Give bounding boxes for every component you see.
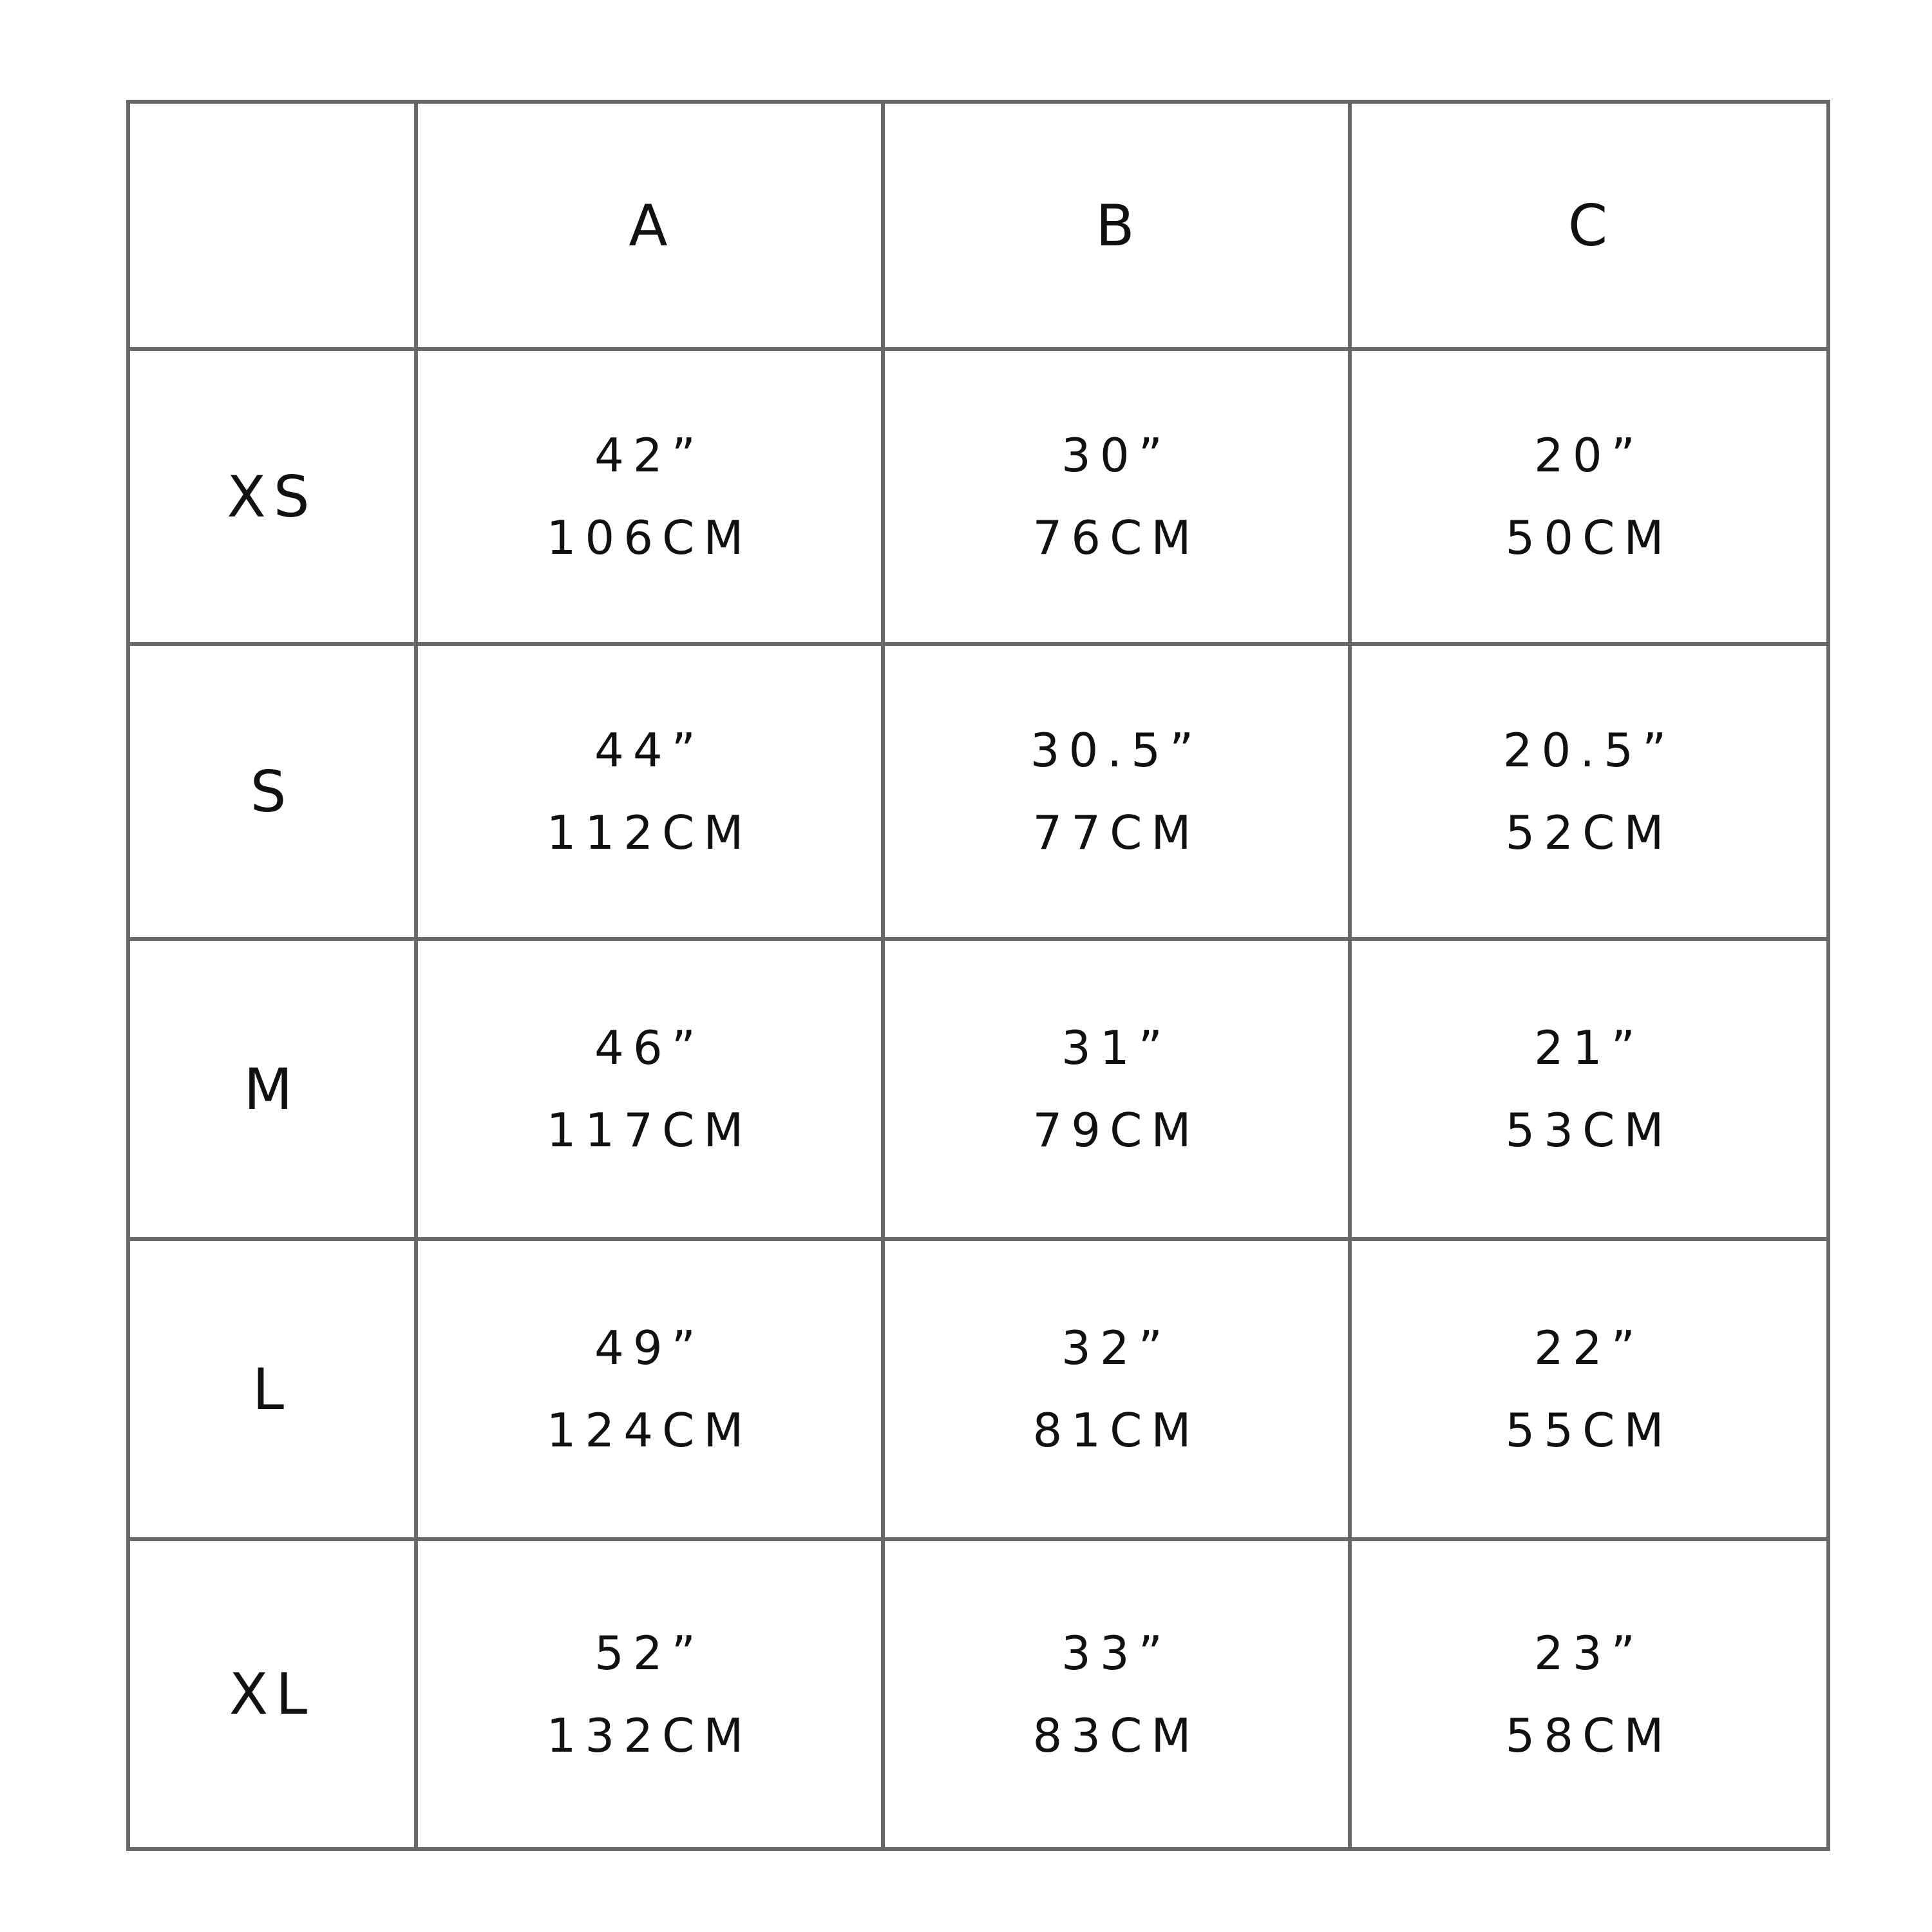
cm-value: 76CM [1032, 511, 1200, 565]
cm-value: 79CM [1032, 1103, 1200, 1157]
cm-value: 53CM [1505, 1103, 1673, 1157]
cm-value: 117CM [546, 1103, 753, 1157]
measurement-cell-l-b [883, 1239, 1350, 1539]
table-row-xl [128, 1539, 1828, 1849]
measurement-cell-m-b [883, 939, 1350, 1239]
column-header-c: C [1350, 102, 1828, 349]
column-header-a: A [416, 102, 883, 349]
inches-value: 30” [1061, 428, 1171, 482]
inches-value: 20” [1534, 428, 1644, 482]
table-row-m [128, 939, 1828, 1239]
measurement-cell-xs-b [883, 349, 1350, 644]
table-row-xs [128, 349, 1828, 644]
measurement-cell-m-a [416, 939, 883, 1239]
inches-value: 33” [1061, 1625, 1171, 1680]
cm-value: 124CM [546, 1403, 753, 1457]
inches-value: 32” [1061, 1321, 1171, 1375]
measurement-cell-xl-a [416, 1539, 883, 1849]
inches-value: 22” [1534, 1321, 1644, 1375]
measurement-cell-l-a [416, 1239, 883, 1539]
inches-value: 42” [594, 428, 705, 482]
cm-value: 52CM [1505, 806, 1673, 860]
size-label-s: S [128, 644, 416, 939]
inches-value: 23” [1534, 1625, 1644, 1680]
size-label-l: L [128, 1239, 416, 1539]
inches-value: 30.5” [1030, 723, 1203, 777]
cm-value: 132CM [546, 1708, 753, 1763]
cm-value: 106CM [546, 511, 753, 565]
inches-value: 49” [594, 1321, 705, 1375]
inches-value: 20.5” [1502, 723, 1676, 777]
table-row-s [128, 644, 1828, 939]
size-label-m: M [128, 939, 416, 1239]
cm-value: 50CM [1505, 511, 1673, 565]
column-header-b: B [883, 102, 1350, 349]
inches-value: 44” [594, 723, 705, 777]
measurement-cell-s-b [883, 644, 1350, 939]
measurement-cell-m-c [1350, 939, 1828, 1239]
cm-value: 58CM [1505, 1708, 1673, 1763]
header-row [128, 102, 1828, 349]
measurement-cell-l-c [1350, 1239, 1828, 1539]
cm-value: 77CM [1032, 806, 1200, 860]
cm-value: 83CM [1032, 1708, 1200, 1763]
inches-value: 52” [594, 1625, 705, 1680]
inches-value: 31” [1061, 1021, 1171, 1075]
size-label-xs: XS [128, 349, 416, 644]
measurement-cell-s-a [416, 644, 883, 939]
cm-value: 112CM [546, 806, 753, 860]
measurement-cell-xl-c [1350, 1539, 1828, 1849]
size-label-xl: XL [128, 1539, 416, 1849]
measurement-cell-xl-b [883, 1539, 1350, 1849]
corner-cell [128, 102, 416, 349]
inches-value: 21” [1534, 1021, 1644, 1075]
measurement-cell-s-c [1350, 644, 1828, 939]
cm-value: 55CM [1505, 1403, 1673, 1457]
table-row-l [128, 1239, 1828, 1539]
measurement-cell-xs-a [416, 349, 883, 644]
size-chart-table [126, 100, 1830, 1851]
measurement-cell-xs-c [1350, 349, 1828, 644]
inches-value: 46” [594, 1021, 705, 1075]
cm-value: 81CM [1032, 1403, 1200, 1457]
